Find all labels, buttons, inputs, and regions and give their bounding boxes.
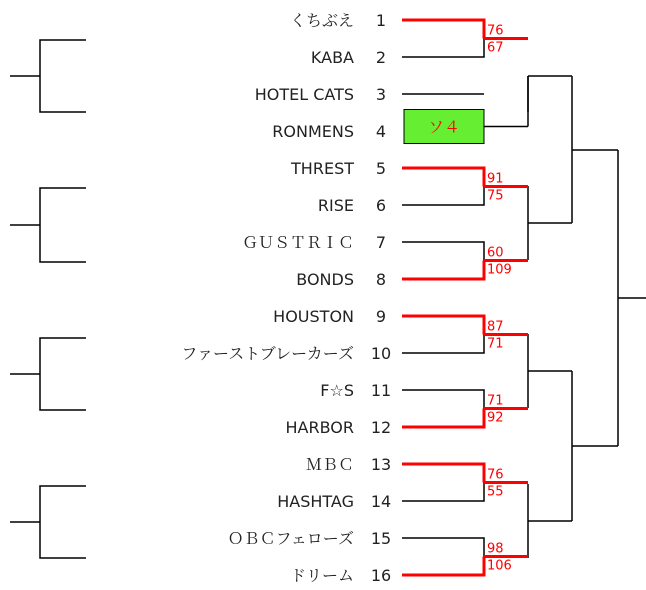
team-row [181, 344, 391, 363]
team-row [273, 307, 386, 326]
left-bracket-group-2 [10, 188, 86, 262]
match-line-bottom [402, 261, 484, 280]
team-seed: 8 [375, 270, 387, 289]
team-seed: 10 [370, 344, 392, 363]
team-row [272, 122, 386, 141]
team-name: ＯＢＣフェローズ [227, 529, 354, 548]
match-line-bottom [402, 187, 484, 206]
team-seed: 14 [370, 492, 392, 511]
team-name: RONMENS [272, 122, 354, 141]
team-seed: 13 [370, 455, 392, 474]
team-seed: 11 [370, 381, 392, 400]
round3-bracket-bottom [572, 371, 618, 521]
team-seed: 6 [375, 196, 387, 215]
team-row [277, 492, 391, 511]
match-line-bottom [402, 39, 484, 58]
score-top: 76 [487, 23, 504, 39]
match-line-top [402, 20, 484, 39]
teams-layer [181, 11, 391, 585]
round2-bracket-1-line [528, 76, 572, 112]
team-name: HARBOR [285, 418, 354, 437]
team-seed: 9 [375, 307, 387, 326]
team-row [306, 455, 391, 474]
match-line-bottom [402, 483, 484, 502]
left-bracket-group-1 [10, 40, 86, 112]
team-row [311, 48, 386, 67]
score-top: 71 [487, 393, 504, 409]
score-bottom: 67 [487, 40, 504, 56]
team-row [290, 11, 386, 30]
match-line-bottom [402, 409, 484, 428]
team-name: ＧＵＳＴＲＩＣ [241, 233, 354, 252]
team-name: くちぶえ [289, 11, 354, 30]
match-line-top [402, 390, 484, 409]
team-name: KABA [310, 48, 354, 67]
score-bottom: 75 [487, 188, 504, 204]
match [402, 390, 528, 427]
team-name: ＭＢＣ [305, 455, 354, 474]
team-row [320, 381, 391, 400]
match-line-bottom [402, 557, 484, 576]
left-bracket-group-3 [10, 338, 86, 410]
left-bracket-lines [10, 40, 86, 558]
team-row [255, 85, 386, 104]
team-row [290, 159, 386, 178]
score-bottom: 92 [487, 410, 504, 426]
matches-layer [402, 20, 528, 575]
final-bracket [618, 150, 646, 446]
match [402, 20, 528, 57]
team-name: HOUSTON [273, 307, 354, 326]
score-bottom: 71 [487, 336, 504, 352]
match-line-top [402, 168, 484, 187]
team-name: BONDS [296, 270, 354, 289]
team-name: THREST [291, 159, 354, 178]
score-bottom: 55 [487, 484, 504, 500]
match [402, 168, 528, 205]
team-row [296, 270, 386, 289]
team-seed: 5 [375, 159, 387, 178]
team-seed: 2 [375, 48, 387, 67]
team-seed: 15 [370, 529, 392, 548]
match-line-top [402, 464, 484, 483]
score-top: 91 [487, 171, 504, 187]
team-seed: 7 [375, 233, 387, 252]
match [402, 538, 528, 575]
match [402, 242, 528, 279]
score-top: 76 [487, 467, 504, 483]
team-row [286, 418, 392, 437]
match-line-top [402, 242, 484, 261]
team-name: HOTEL CATS [254, 85, 354, 104]
left-bracket-group-4 [10, 486, 86, 558]
match-line-top [402, 538, 484, 557]
match [402, 316, 528, 353]
score-bottom: 109 [487, 262, 512, 278]
match [402, 464, 528, 501]
team-seed: 12 [370, 418, 392, 437]
match-line-top [402, 316, 484, 335]
round2-bracket-2-line [528, 186, 572, 260]
round2-bracket-3-line [528, 334, 572, 408]
forfeit-label: ソ４ [427, 117, 461, 137]
score-top: 98 [487, 541, 504, 557]
score-top: 87 [487, 319, 504, 335]
score-bottom: 106 [487, 558, 512, 574]
team-seed: 1 [375, 11, 387, 30]
team-row [290, 566, 391, 585]
match [402, 76, 528, 144]
team-row [242, 233, 386, 252]
team-seed: 16 [370, 566, 392, 585]
match-line-bottom [402, 335, 484, 354]
team-name: ドリーム [289, 566, 354, 585]
team-name: RISE [317, 196, 354, 215]
later-round-lines [528, 76, 646, 558]
team-row [318, 196, 386, 215]
team-name: ファーストブレーカーズ [181, 344, 354, 363]
round3-bracket-top [572, 76, 618, 223]
team-row [228, 529, 392, 548]
team-name: HASHTAG [277, 492, 354, 511]
team-seed: 3 [375, 85, 387, 104]
team-name: F☆S [320, 381, 354, 400]
score-top: 60 [487, 245, 504, 261]
team-seed: 4 [375, 122, 387, 141]
